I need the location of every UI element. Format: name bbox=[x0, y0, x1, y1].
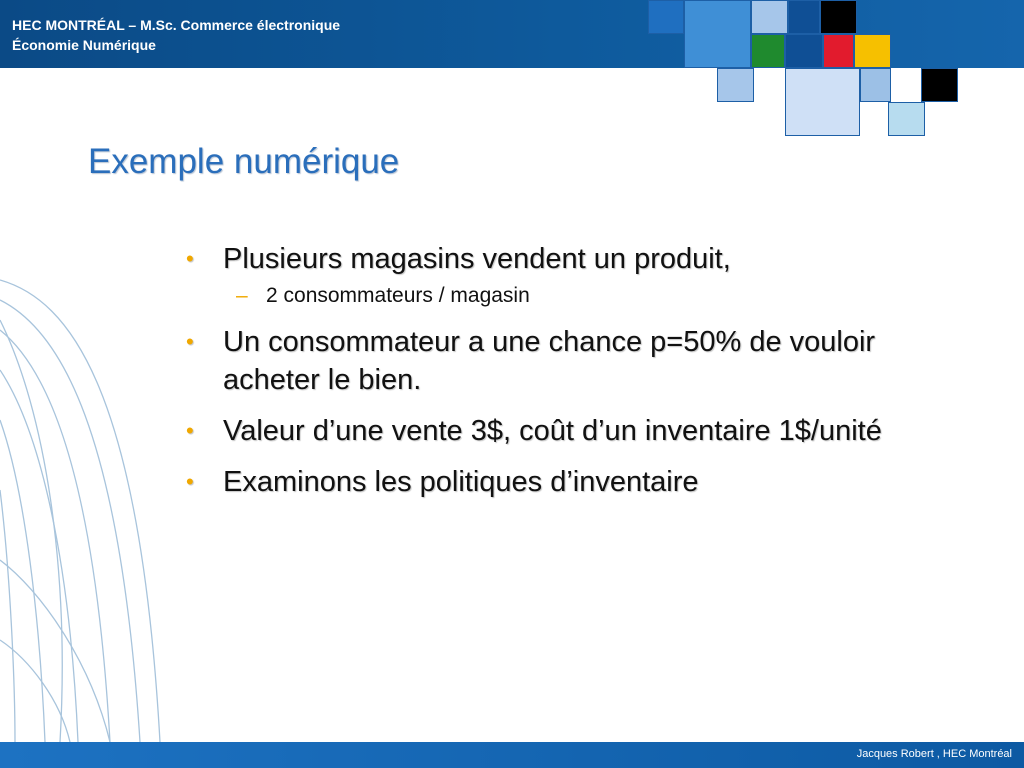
deco-square bbox=[788, 0, 820, 34]
bullet-text: Examinons les politiques d’inventaire bbox=[223, 466, 699, 498]
decorative-globe-arcs bbox=[0, 260, 200, 742]
sub-bullet-item bbox=[186, 282, 896, 310]
deco-square bbox=[888, 102, 925, 136]
deco-square bbox=[648, 0, 684, 34]
deco-square bbox=[785, 68, 860, 136]
bullet-marker: • bbox=[186, 246, 194, 271]
bullet-marker: • bbox=[186, 329, 194, 354]
bullet-marker: • bbox=[186, 418, 194, 443]
bullet-item bbox=[186, 463, 896, 501]
deco-square bbox=[854, 34, 891, 68]
deco-square bbox=[921, 68, 958, 102]
bullet-text: Plusieurs magasins vendent un produit, bbox=[223, 243, 731, 275]
deco-square bbox=[751, 34, 785, 68]
header-line-program: HEC MONTRÉAL – M.Sc. Commerce électronique bbox=[12, 17, 341, 33]
slide-title: Exemple numérique bbox=[88, 142, 400, 181]
footer-bar bbox=[0, 742, 1024, 768]
header-line-course: Économie Numérique bbox=[12, 37, 156, 53]
bullet-marker: • bbox=[186, 469, 194, 494]
header-text bbox=[12, 15, 340, 55]
deco-square bbox=[751, 0, 788, 34]
deco-square bbox=[684, 0, 751, 68]
bullet-item bbox=[186, 323, 896, 399]
bullet-item bbox=[186, 412, 896, 450]
bullet-text: Valeur d’une vente 3$, coût d’un inventaire 1$/unité bbox=[223, 415, 882, 447]
bullet-text: Un consommateur a une chance p=50% de vouloir acheter le bien. bbox=[223, 326, 876, 396]
bullet-list bbox=[186, 240, 896, 501]
deco-square bbox=[820, 0, 857, 34]
sub-bullet-marker: – bbox=[236, 284, 248, 307]
deco-square bbox=[823, 34, 854, 68]
deco-square bbox=[717, 68, 754, 102]
bullet-item bbox=[186, 240, 896, 278]
deco-square bbox=[860, 68, 891, 102]
sub-bullet-text: 2 consommateurs / magasin bbox=[266, 284, 530, 307]
footer-author: Jacques Robert , HEC Montréal bbox=[856, 748, 1012, 760]
deco-square bbox=[785, 34, 823, 68]
